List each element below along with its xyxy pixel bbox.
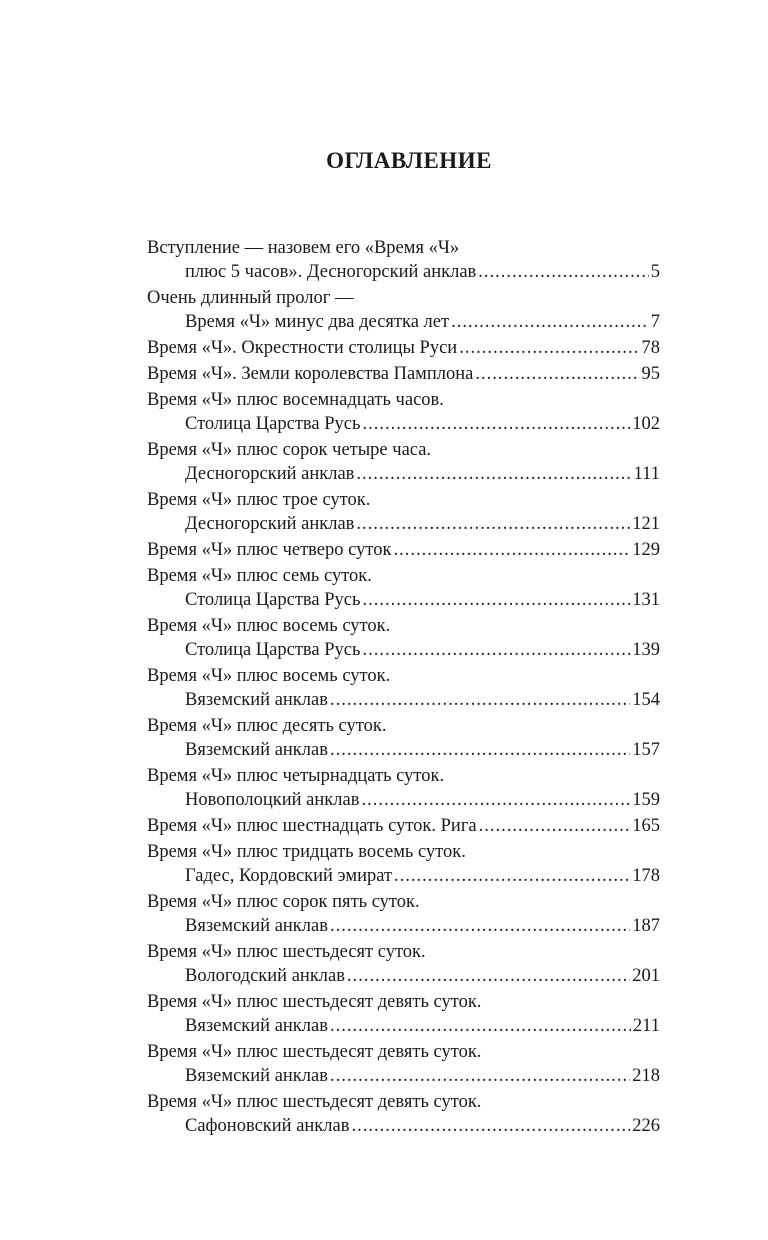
toc-entry-text: Вяземский анклав [185,1016,328,1036]
toc-entry-line [147,588,660,612]
toc-entry [147,236,660,284]
toc-entry-text: Новополоцкий анклав [185,790,360,810]
toc-entry [147,664,660,712]
toc-entry-line [147,1014,660,1038]
dot-leader [356,462,631,486]
toc-page-number: 121 [632,514,660,534]
toc-entry-line [147,964,660,988]
toc-entry [147,764,660,812]
toc-entry-text: Время «Ч» плюс сорок пять суток. [147,892,420,912]
dot-leader [330,1014,631,1038]
toc-page-number: 129 [632,540,660,560]
toc-entry [147,1040,660,1088]
toc-entry-text: Время «Ч» плюс трое суток. [147,490,371,510]
toc-entry-text: Вступление — назовем его «Время «Ч» [147,238,460,258]
toc-entry [147,488,660,536]
toc-entry-line [147,990,660,1014]
toc-entry-text: Столица Царства Русь [185,640,361,660]
toc-page-number: 218 [632,1066,660,1086]
toc-page-number: 157 [632,740,660,760]
toc-page-number: 211 [632,1016,660,1036]
toc-page-number: 102 [632,414,660,434]
toc-entry [147,614,660,662]
toc-page-number: 165 [632,816,660,836]
toc-entry-text: Время «Ч». Земли королевства Памплона [147,364,474,384]
toc-page-number: 139 [632,640,660,660]
toc-entry-text: плюс 5 часов». Десногорский анклав [185,262,477,282]
dot-leader [475,362,639,386]
dot-leader [330,914,630,938]
dot-leader [362,588,630,612]
dot-leader [356,512,630,536]
dot-leader [478,260,648,284]
toc-entry-line [147,512,660,536]
toc-entry-line [147,1090,660,1114]
toc-entry-line [147,688,660,712]
toc-entry-text: Время «Ч» плюс восемнадцать часов. [147,390,444,410]
table-of-contents [147,236,660,1140]
toc-entry-line [147,388,660,412]
toc-page-number: 111 [633,464,660,484]
toc-entry-text: Сафоновский анклав [185,1116,350,1136]
toc-entry [147,1090,660,1138]
toc-entry-line [147,890,660,914]
toc-entry-line [147,564,660,588]
toc-entry-text: Время «Ч» плюс шестьдесят суток. [147,942,426,962]
toc-entry-line [147,714,660,738]
dot-leader [479,814,631,838]
toc-page-number: 5 [650,262,660,282]
dot-leader [361,788,630,812]
toc-page-number: 131 [632,590,660,610]
toc-entry-text: Время «Ч» плюс сорок четыре часа. [147,440,432,460]
toc-page-number: 95 [641,364,660,384]
toc-entry [147,940,660,988]
toc-entry-line [147,638,660,662]
toc-page-number: 154 [632,690,660,710]
toc-entry-text: Вяземский анклав [185,1066,328,1086]
toc-entry-line [147,462,660,486]
toc-entry [147,286,660,334]
dot-leader [459,336,639,360]
toc-page-number: 78 [641,338,660,358]
toc-entry-text: Время «Ч» плюс четверо суток [147,540,392,560]
toc-entry-text: Время «Ч» плюс шестнадцать суток. Рига [147,816,477,836]
toc-entry [147,388,660,436]
toc-entry-text: Вяземский анклав [185,740,328,760]
toc-entry-text: Время «Ч» плюс тридцать восемь суток. [147,842,466,862]
toc-entry-text: Столица Царства Русь [185,590,361,610]
dot-leader [330,688,630,712]
toc-page-number: 226 [632,1116,660,1136]
toc-entry-line [147,914,660,938]
toc-entry-line [147,1114,660,1138]
toc-entry-text: Время «Ч» плюс шестьдесят девять суток. [147,1092,482,1112]
toc-entry-text: Время «Ч» минус два десятка лет [185,312,450,332]
dot-leader [362,412,630,436]
dot-leader [347,964,630,988]
toc-entry-text: Десногорский анклав [185,514,355,534]
toc-entry-line [147,738,660,762]
toc-entry-line [147,614,660,638]
toc-entry-line [147,538,660,562]
dot-leader [362,638,630,662]
toc-entry-text: Вяземский анклав [185,690,328,710]
dot-leader [393,538,630,562]
toc-entry-text: Время «Ч» плюс десять суток. [147,716,387,736]
toc-page-number: 178 [632,866,660,886]
toc-entry [147,538,660,562]
page-title: ОГЛАВЛЕНИЕ [326,148,492,173]
toc-entry-line [147,412,660,436]
toc-entry-text: Гадес, Кордовский эмират [185,866,393,886]
toc-entry-text: Вяземский анклав [185,916,328,936]
toc-entry-line [147,788,660,812]
toc-page-number: 187 [632,916,660,936]
toc-entry-line [147,864,660,888]
toc-entry [147,564,660,612]
toc-entry [147,714,660,762]
toc-entry-text: Время «Ч». Окрестности столицы Руси [147,338,458,358]
dot-leader [351,1114,630,1138]
toc-entry-line [147,1064,660,1088]
toc-entry-line [147,310,660,334]
toc-entry [147,362,660,386]
toc-entry [147,990,660,1038]
toc-entry [147,840,660,888]
toc-entry-text: Очень длинный пролог — [147,288,354,308]
toc-entry-line [147,764,660,788]
toc-entry-text: Время «Ч» плюс восемь суток. [147,616,391,636]
toc-entry-line [147,1040,660,1064]
toc-entry-line [147,438,660,462]
toc-page-number: 7 [650,312,660,332]
toc-entry-line [147,840,660,864]
toc-entry [147,336,660,360]
toc-entry-line [147,664,660,688]
toc-entry-text: Время «Ч» плюс восемь суток. [147,666,391,686]
toc-entry-text: Десногорский анклав [185,464,355,484]
toc-entry-line [147,336,660,360]
toc-entry-line [147,814,660,838]
toc-entry-line [147,236,660,260]
toc-entry-text: Время «Ч» плюс шестьдесят девять суток. [147,1042,482,1062]
toc-entry-text: Время «Ч» плюс четырнадцать суток. [147,766,445,786]
dot-leader [394,864,630,888]
toc-entry-line [147,488,660,512]
toc-entry [147,438,660,486]
toc-entry-line [147,362,660,386]
toc-entry [147,890,660,938]
toc-entry-line [147,286,660,310]
toc-page-number: 201 [632,966,660,986]
toc-entry-text: Вологодский анклав [185,966,345,986]
dot-leader [330,738,630,762]
toc-entry-line [147,940,660,964]
toc-page-number: 159 [632,790,660,810]
dot-leader [451,310,649,334]
toc-entry-text: Время «Ч» плюс шестьдесят девять суток. [147,992,482,1012]
toc-entry-text: Время «Ч» плюс семь суток. [147,566,372,586]
toc-entry-text: Столица Царства Русь [185,414,361,434]
toc-entry-line [147,260,660,284]
toc-entry [147,814,660,838]
dot-leader [330,1064,630,1088]
